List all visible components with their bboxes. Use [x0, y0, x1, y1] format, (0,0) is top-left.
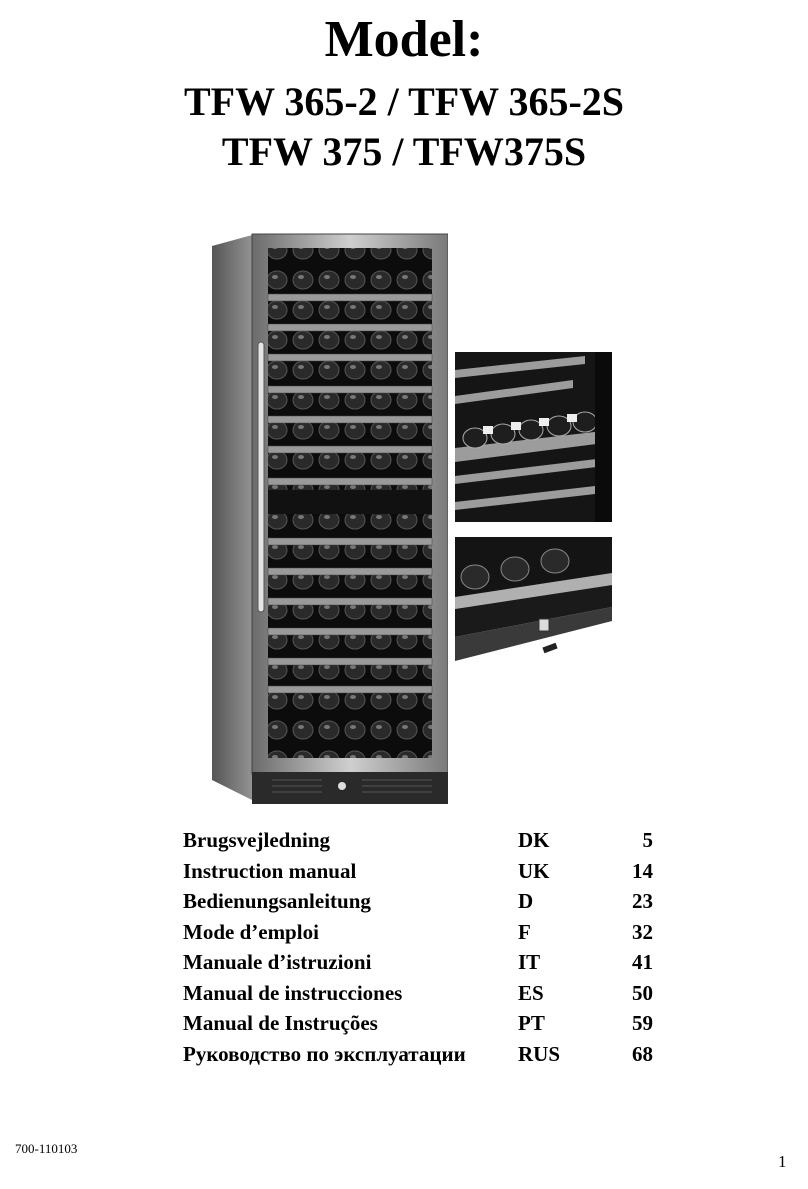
- language-label: Manuale d’istruzioni: [183, 950, 372, 974]
- language-label: Руководство по эксплуатации: [183, 1041, 466, 1066]
- table-row: [183, 825, 653, 856]
- language-code: F: [518, 919, 531, 944]
- wine-cooler-image: [212, 232, 448, 804]
- language-label: Brugsvejledning: [183, 828, 331, 852]
- table-row: [183, 978, 653, 1009]
- page-number-ref: 14: [632, 858, 653, 883]
- table-row: [183, 1008, 653, 1039]
- language-label: Bedienungsanleitung: [183, 889, 371, 913]
- page-number-ref: 50: [632, 980, 653, 1005]
- table-row: [183, 917, 653, 948]
- page-number-ref: 5: [642, 828, 653, 852]
- table-row: [183, 947, 653, 978]
- language-code: DK: [518, 828, 550, 852]
- language-label: Manual de instrucciones: [183, 980, 403, 1005]
- page-title: Model:: [324, 11, 484, 68]
- lock-detail-photo: [455, 537, 612, 707]
- table-row: [183, 1039, 653, 1070]
- model-line-1: TFW 365-2 / TFW 365-2S: [183, 79, 625, 124]
- model-line-2: TFW 375 / TFW375S: [221, 129, 587, 174]
- page-number-ref: 41: [632, 950, 653, 974]
- language-label: Mode d’emploi: [183, 919, 319, 944]
- page-number: 1: [778, 1152, 787, 1171]
- table-row: [183, 886, 653, 917]
- language-code: IT: [518, 950, 541, 974]
- language-code: RUS: [518, 1041, 561, 1066]
- language-code: D: [518, 889, 534, 913]
- document-number: 700-110103: [15, 1141, 78, 1156]
- language-contents-table: [183, 825, 653, 1069]
- language-label: Instruction manual: [183, 858, 357, 883]
- language-code: UK: [518, 858, 550, 883]
- language-code: PT: [518, 1011, 545, 1035]
- page-number-ref: 23: [632, 889, 653, 913]
- language-code: ES: [518, 980, 544, 1005]
- language-label: Manual de Instruções: [183, 1011, 378, 1035]
- page-number-ref: 59: [632, 1011, 653, 1035]
- page-number-ref: 68: [632, 1041, 653, 1066]
- page-number-ref: 32: [632, 919, 653, 944]
- pull-out-shelf-photo: [455, 352, 612, 522]
- table-row: [183, 856, 653, 887]
